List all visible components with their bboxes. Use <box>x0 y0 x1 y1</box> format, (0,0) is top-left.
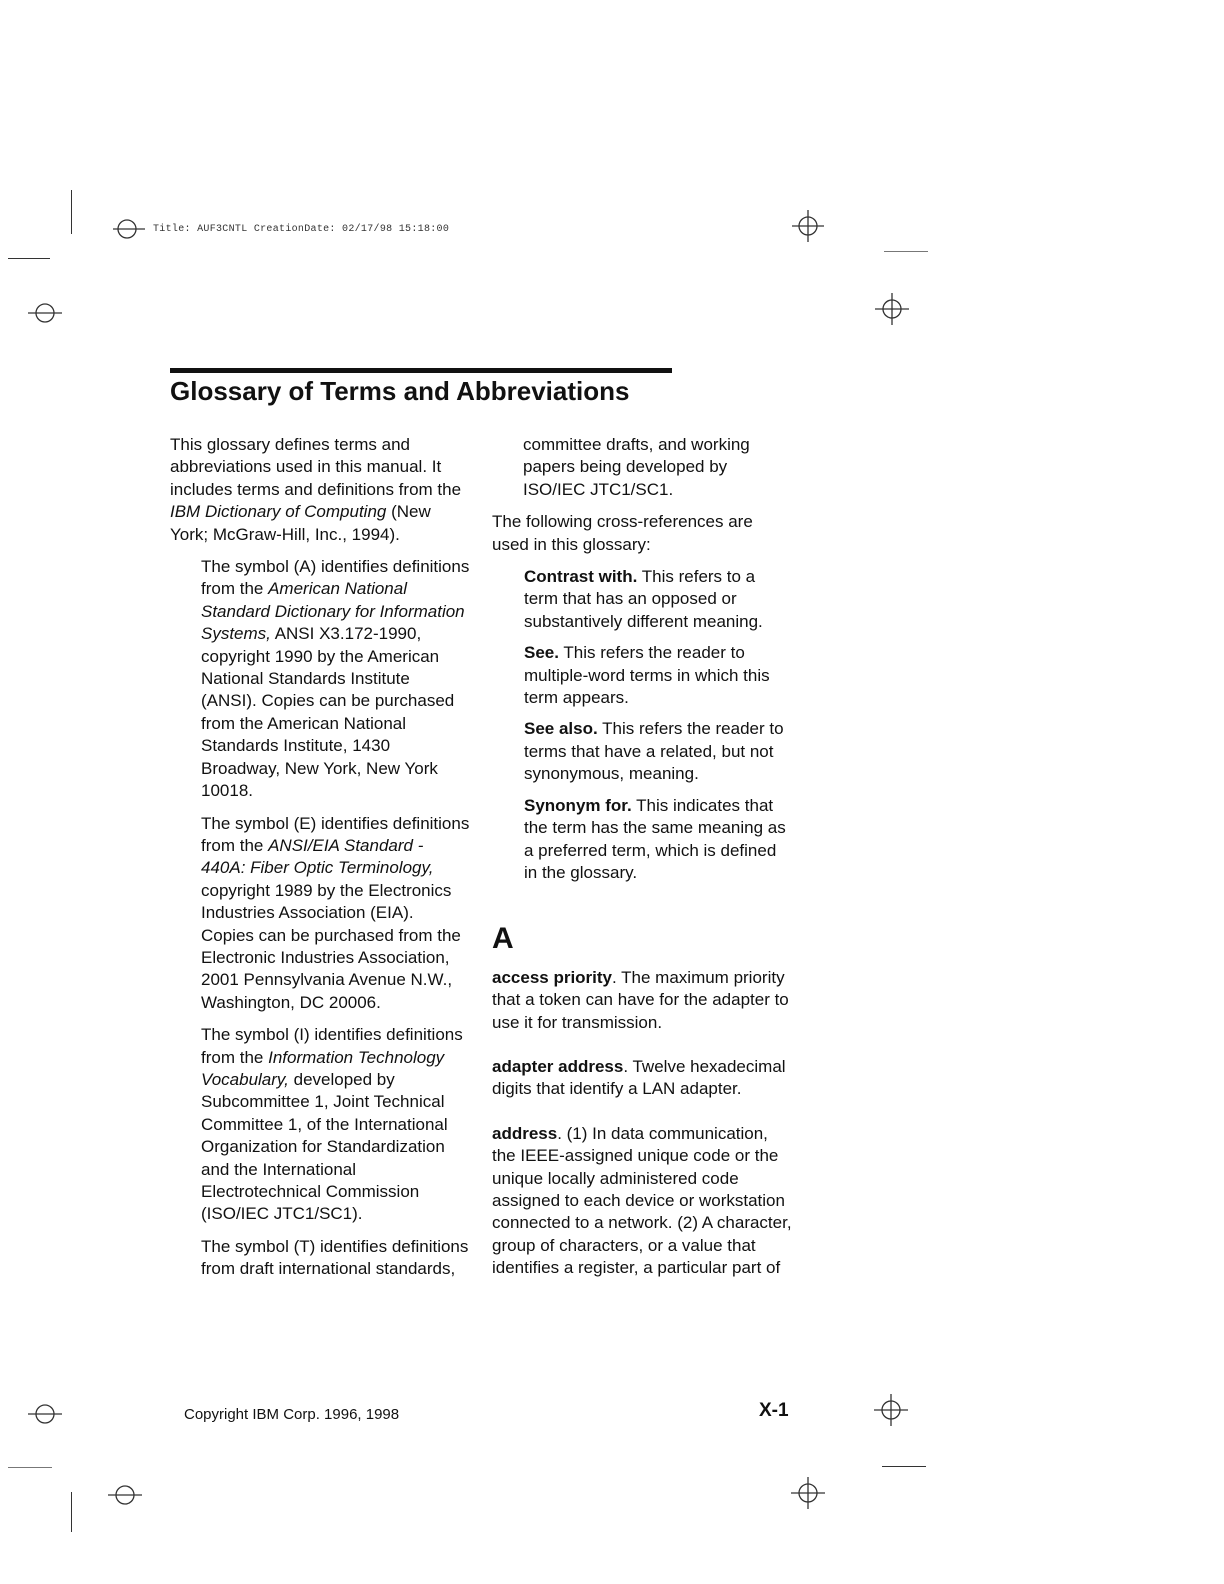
symbol-text: The symbol (I) identifies definitions from the <box>201 1025 463 1067</box>
symbol-text-end: copyright 1989 by the Electronics Industries Association (EIA). Copies can be purchased from the Electronic Industries Association, 2001 Pennsylvania Avenue N.W., Washington, DC 20006. <box>201 880 461 1012</box>
xref-see <box>524 642 792 709</box>
xref-desc: This refers the reader to terms that have a related, but not synonymous, meaning. <box>524 719 784 784</box>
intro-paragraph <box>170 434 470 546</box>
registration-mark-icon <box>875 293 909 325</box>
symbol-source-title: Information Technology Vocabulary, <box>201 1047 445 1089</box>
symbol-text: The symbol (A) identifies definitions from the <box>201 557 470 599</box>
symbol-i-paragraph <box>201 1024 470 1226</box>
intro-text: This glossary defines terms and abbreviations used in this manual. It includes terms and definitions from the <box>170 435 462 499</box>
glossary-term: adapter address <box>492 1056 624 1076</box>
glossary-term: address <box>492 1123 558 1143</box>
crop-mark-line <box>882 1466 926 1467</box>
symbol-t-paragraph <box>201 1236 470 1281</box>
symbol-text-end: ANSI X3.172-1990, copyright 1990 by the American National Standards Institute (ANSI). Copies can be purchased from the American National Standards Institute, 1430 Broadway, New York, New York 10018. <box>201 624 455 801</box>
crop-mark-line <box>8 1467 52 1468</box>
symbol-text: The symbol (T) identifies definitions from draft international standards, <box>201 1236 469 1279</box>
glossary-definition: . The maximum priority that a token can have for the adapter to use it for transmission. <box>492 967 789 1032</box>
registration-mark-icon <box>874 1394 908 1426</box>
symbol-text-end: developed by Subcommittee 1, Joint Technical Committee 1, of the International Organization for Standardization and the International Electrotechnical Commission (ISO/IEC JTC1/SC1). <box>201 1069 448 1224</box>
xref-term: See. <box>524 643 559 663</box>
section-letter: A <box>492 922 514 956</box>
xref-synonym-for <box>524 795 792 885</box>
symbol-source-title: American National Standard Dictionary for Information Systems, <box>201 579 465 644</box>
crop-mark-line <box>8 258 50 259</box>
xref-term: Contrast with. <box>524 567 638 587</box>
left-column <box>170 434 470 1291</box>
header-note: Title: AUF3CNTL CreationDate: 02/17/98 15:18:00 <box>153 224 450 235</box>
term-adapter-address <box>492 1056 792 1101</box>
registration-mark-icon <box>108 1484 142 1506</box>
xref-see-also <box>524 718 792 785</box>
crop-mark-line <box>71 1492 72 1532</box>
glossary-definition: . (1) In data communication, the IEEE-assigned unique code or the unique locally administered code assigned to each device or workstation connected to a network. (2) A character, group of characters, or a value that identifies a register, a particular part of <box>492 1123 792 1278</box>
registration-mark-icon <box>791 1477 825 1509</box>
right-column <box>492 434 792 1302</box>
registration-mark-icon <box>28 302 62 324</box>
registration-mark-icon <box>792 210 824 242</box>
term-address <box>492 1123 792 1280</box>
page-number: X-1 <box>759 1400 789 1421</box>
registration-mark-icon <box>113 218 145 240</box>
cross-reference-intro: The following cross-references are used in this glossary: <box>492 512 753 554</box>
glossary-definition: . Twelve hexadecimal digits that identify a LAN adapter. <box>492 1056 786 1099</box>
crop-mark-line <box>71 190 72 234</box>
xref-term: Synonym for. <box>524 795 632 815</box>
page-title: Glossary of Terms and Abbreviations <box>170 376 630 406</box>
glossary-term: access priority <box>492 967 613 987</box>
symbol-e-paragraph <box>201 813 470 1015</box>
registration-mark-icon <box>28 1403 62 1425</box>
xref-contrast-with <box>524 566 792 633</box>
intro-source-title: IBM Dictionary of Computing <box>170 502 387 522</box>
xref-desc: This refers the reader to multiple-word terms in which this term appears. <box>524 643 770 708</box>
symbol-text: The symbol (E) identifies definitions from the <box>201 813 470 855</box>
symbol-source-title: ANSI/EIA Standard - 440A: Fiber Optic Terminology, <box>201 835 434 878</box>
term-access-priority <box>492 967 792 1034</box>
symbol-a-paragraph <box>201 556 470 802</box>
xref-term: See also. <box>524 719 598 739</box>
xref-desc: This refers to a term that has an opposed or substantively different meaning. <box>524 567 763 631</box>
intro-text-end: (New York; McGraw-Hill, Inc., 1994). <box>170 502 431 544</box>
crop-mark-line <box>884 251 928 252</box>
symbol-t-continuation: committee drafts, and working papers being developed by ISO/IEC JTC1/SC1. <box>523 435 750 499</box>
xref-desc: This indicates that the term has the same meaning as a preferred term, which is defined in the glossary. <box>524 795 786 882</box>
title-rule <box>170 368 672 373</box>
footer-copyright: Copyright IBM Corp. 1996, 1998 <box>184 1406 400 1423</box>
